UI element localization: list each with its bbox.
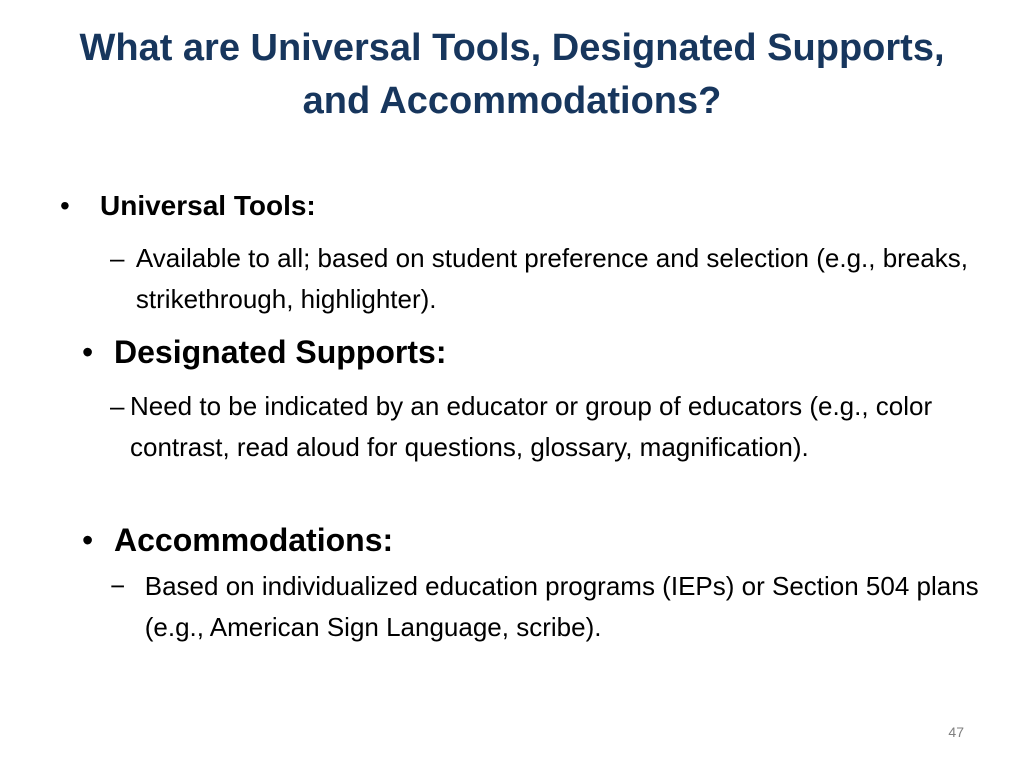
- dash-icon: –: [110, 243, 125, 273]
- designated-supports-heading: Designated Supports:: [114, 334, 447, 370]
- dash-icon: –: [110, 391, 125, 421]
- bullet-icon: •: [82, 522, 94, 558]
- bullet-universal-tools: [60, 190, 316, 222]
- bullet-icon: •: [82, 334, 94, 370]
- universal-tools-subitem: [110, 238, 980, 320]
- designated-supports-subitem: [110, 386, 980, 468]
- slide-title: What are Universal Tools, Designated Supports, and Accommodations?: [79, 27, 945, 123]
- dash-icon: −: [110, 571, 126, 601]
- universal-tools-heading: Universal Tools:: [100, 190, 316, 221]
- accommodations-description: Based on individualized education programs (IEPs) or Section 504 plans (e.g., American Sign Language, scribe).: [144, 571, 979, 642]
- accommodations-heading: Accommodations:: [114, 522, 394, 558]
- designated-supports-description: Need to be indicated by an educator or group of educators (e.g., color contrast, read aloud for questions, glossary, magnification).: [129, 391, 933, 462]
- universal-tools-description: Available to all; based on student preference and selection (e.g., breaks, strikethrough, highlighter).: [135, 243, 968, 314]
- accommodations-subitem: [110, 566, 980, 648]
- bullet-designated-supports: [82, 334, 446, 371]
- page-number: 47: [948, 724, 964, 740]
- bullet-accommodations: [82, 522, 393, 559]
- bullet-icon: •: [60, 190, 70, 221]
